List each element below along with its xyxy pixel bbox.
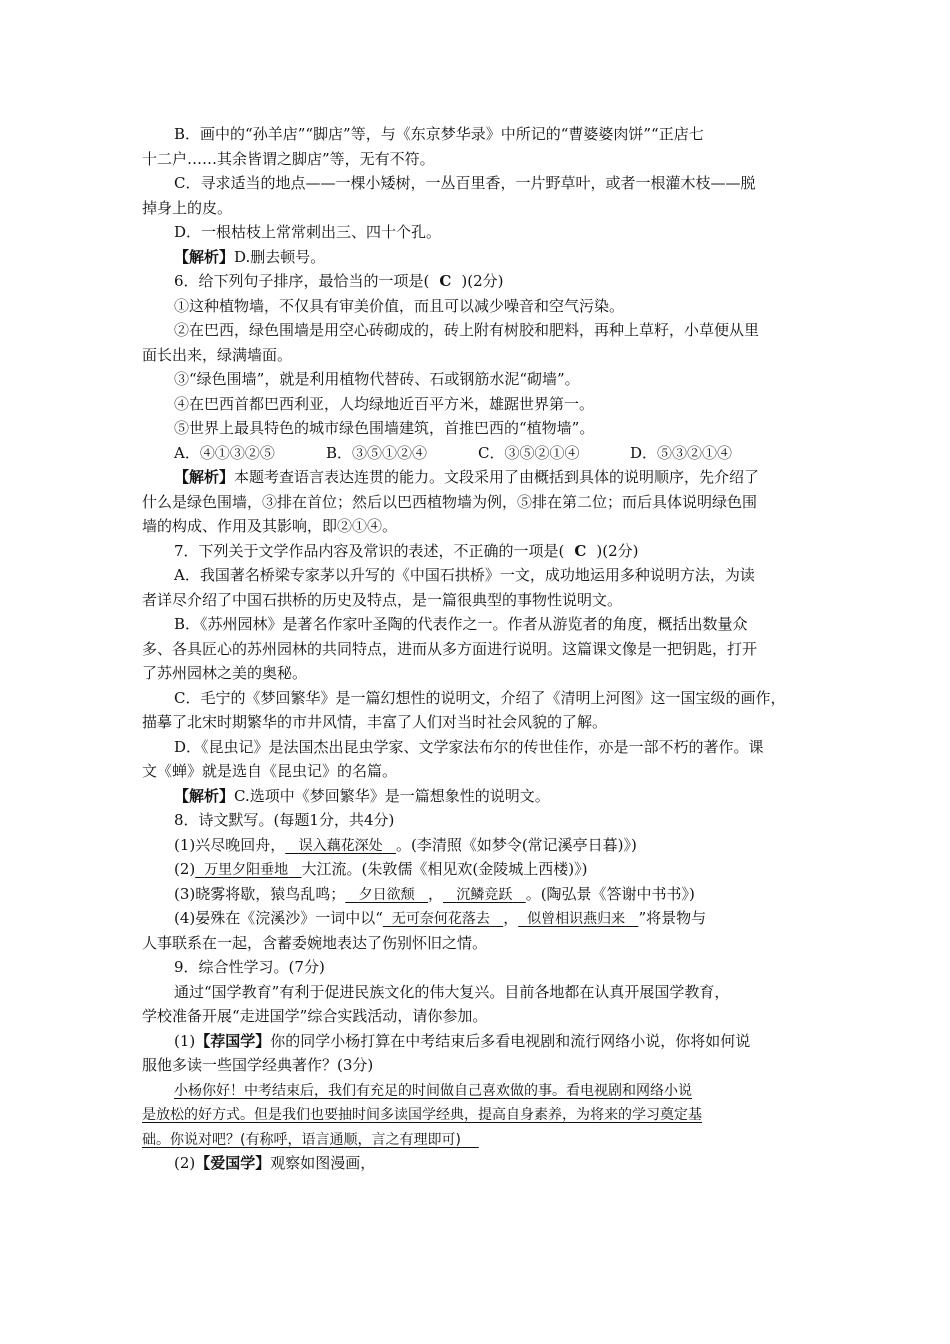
q8-2-number: (2) xyxy=(174,860,196,878)
q7-answer: C xyxy=(574,541,587,560)
q6-option-b: B．③⑤①②④ xyxy=(326,443,428,462)
q5-option-d: D．一根枯枝上常常刺出三、四十个孔。 xyxy=(174,223,442,241)
q6-analysis-line3: 墙的构成、作用及其影响，即②①④。 xyxy=(142,517,398,535)
q8-item-1 xyxy=(142,833,814,858)
q7-option-c-line2: 描摹了北宋时期繁华的市井风情，丰富了人们对当时社会风貌的了解。 xyxy=(142,713,608,731)
q6-sentence-2-line1: ②在巴西，绿色围墙是用空心砖砌成的，砖上附有树胶和肥料，再种上草籽，小草便从里 xyxy=(174,321,760,339)
q5-option-b-line1: B．画中的“孙羊店”“脚店”等，与《东京梦华录》中所记的“曹婆婆肉饼”“正店七 xyxy=(174,125,704,143)
q7-option-d-line2: 文《蝉》就是选自《昆虫记》的名篇。 xyxy=(142,762,398,780)
q8-3-prompt: (3)晓雾将歇，猿鸟乱鸣； xyxy=(174,884,346,903)
q6-sentence-2-line2: 面长出来，绿满墙面。 xyxy=(142,345,293,364)
analysis-text: 本题考查语言表达连贯的能力。文段采用了由概括到具体的说明顺序，先介绍了 xyxy=(234,468,760,486)
q7-option-a-line2: 者详尽介绍了中国石拱桥的历史及特点，是一篇很典型的事物性说明文。 xyxy=(142,590,623,609)
analysis-tag: 【解析】 xyxy=(174,247,235,266)
q8-3-answer-1-text: 夕日欲颓 xyxy=(358,886,415,903)
q8-3-answer-2 xyxy=(443,887,526,903)
q9-1-answer-text-1: 小杨你好！中考结束后，我们有充足的时间做自己喜欢做的事。看电视剧和网络小说 xyxy=(174,1082,692,1099)
q9-intro-line1: 通过“国学教育”有利于促进民族文化的伟大复兴。目前各地都在认真开展国学教育， xyxy=(174,982,730,1001)
q8-3-separator: ， xyxy=(427,884,443,903)
q6-sentence-4: ④在巴西首都巴西利亚，人均绿地近百平方米，雄踞世界第一。 xyxy=(174,394,595,413)
q8-2-answer xyxy=(195,862,301,878)
q6-sentence-3: ③“绿色围墙”，就是利用植物代替砖、石或钢筋水泥“砌墙”。 xyxy=(174,370,580,388)
worksheet-content xyxy=(142,122,814,1176)
q6-options xyxy=(142,441,814,466)
q6-option-c: C．③⑤②①④ xyxy=(478,443,580,462)
q8-3-answer-2-text: 沉鳞竞跃 xyxy=(456,886,513,903)
q9-1-line1 xyxy=(142,1029,814,1054)
analysis-tag: 【解析】 xyxy=(174,468,235,486)
q8-2-source: 大江流。(朱敦儒《相见欢(金陵城上西楼)》) xyxy=(301,860,588,878)
q6-answer: C xyxy=(439,272,452,290)
q8-1-answer-text: 误入藕花深处 xyxy=(298,837,383,854)
q8-3-answer-1 xyxy=(345,887,428,903)
q7-option-b-line1: B．《苏州园林》是著名作家叶圣陶的代表作之一。作者从游览者的角度，概括出数量众 xyxy=(174,615,748,633)
q8-4-answer-1 xyxy=(383,911,503,927)
q9-1-tag: 【荐国学】 xyxy=(195,1031,271,1050)
q9-1-line2: 服他多读一些国学经典著作？(3分) xyxy=(142,1056,374,1074)
q9-1-answer-text-3-body: 础。你说对吧？(有称呼，语言通顺，言之有理即可) xyxy=(142,1131,461,1148)
q9-stem: 9．综合性学习。(7分) xyxy=(174,958,325,976)
q8-item-4-line1 xyxy=(142,906,814,931)
q7-option-d-line1: D．《昆虫记》是法国杰出昆虫学家、文学家法布尔的传世佳作，亦是一部不朽的著作。课 xyxy=(174,737,764,756)
q6-stem-text: 6．给下列句子排序，最恰当的一项是( xyxy=(174,272,430,290)
q8-item-4-line2: 人事联系在一起，含蓄委婉地表达了伤别怀旧之情。 xyxy=(142,933,488,952)
q9-1-answer-line1 xyxy=(142,1078,814,1103)
q5-analysis xyxy=(142,245,814,270)
q9-1-answer-line3 xyxy=(142,1127,814,1152)
q9-1-answer-text-3 xyxy=(142,1132,479,1148)
q7-option-b-line2: 多、各具匠心的苏州园林的共同特点，进而从多方面进行说明。这篇课文像是一把钥匙，打开 xyxy=(142,639,758,658)
q8-4-prompt: (4)晏殊在《浣溪沙》一词中以“ xyxy=(174,909,383,927)
q8-item-3 xyxy=(142,882,814,907)
q8-4-answer-2-text: 似曾相识燕归来 xyxy=(527,911,626,927)
q8-4-answer-1-text: 无可奈何花落去 xyxy=(391,911,490,927)
q7-score: )(2分) xyxy=(596,541,639,560)
q5-option-c-line1: C．寻求适当的地点——一棵小矮树，一丛百里香，一片野草叶，或者一根灌木枝——脱 xyxy=(174,174,756,192)
q6-stem xyxy=(142,269,814,294)
q5-option-c-line2: 掉身上的皮。 xyxy=(142,198,233,217)
q8-stem: 8．诗文默写。(每题1分，共4分) xyxy=(174,811,395,829)
q9-2-tag: 【爱国学】 xyxy=(195,1154,271,1172)
q6-option-d: D．⑤③②①④ xyxy=(630,443,733,462)
q7-analysis xyxy=(142,784,814,809)
q6-analysis-line2: 什么是绿色围墙，③排在首位；然后以巴西植物墙为例，⑤排在第二位；而后具体说明绿色围 xyxy=(142,492,758,511)
q6-sentence-1: ①这种植物墙，不仅具有审美价值，而且可以减少噪音和空气污染。 xyxy=(174,296,625,315)
q8-4-tail: ”将景物与 xyxy=(638,909,707,927)
q8-1-answer xyxy=(285,838,396,854)
q8-2-answer-text: 万里夕阳垂地 xyxy=(204,862,289,878)
q9-2-prompt: 观察如图漫画， xyxy=(270,1154,376,1172)
q9-intro-line2: 学校准备开展“走进国学”综合实践活动，请你参加。 xyxy=(142,1007,488,1025)
q6-option-a: A．④①③②⑤ xyxy=(174,443,275,462)
q9-1-prompt: 你的同学小杨打算在中考结束后多看电视剧和流行网络小说，你将如何说 xyxy=(270,1031,751,1050)
q8-1-source: 。(李清照《如梦令(常记溪亭日暮)》) xyxy=(395,835,637,854)
q9-1-number: (1) xyxy=(174,1031,196,1050)
analysis-tag: 【解析】 xyxy=(174,786,235,805)
q5-option-b-line2: 十二户……其余皆谓之脚店”等，无有不符。 xyxy=(142,149,435,168)
q7-option-a-line1: A．我国著名桥梁专家茅以升写的《中国石拱桥》一文，成功地运用多种说明方法，为读 xyxy=(174,566,755,584)
q9-1-answer-line2 xyxy=(142,1102,814,1127)
q9-2-number: (2) xyxy=(174,1154,196,1172)
analysis-text: D.删去顿号。 xyxy=(234,247,326,266)
q8-1-prompt: (1)兴尽晚回舟， xyxy=(174,835,286,854)
q6-score: )(2分) xyxy=(461,272,504,290)
q7-stem xyxy=(142,539,814,564)
analysis-text: C.选项中《梦回繁华》是一篇想象性的说明文。 xyxy=(234,786,550,805)
q7-option-b-line3: 了苏州园林之美的奥秘。 xyxy=(142,664,308,682)
q7-option-c-line1: C．毛宁的《梦回繁华》是一篇幻想性的说明文，介绍了《清明上河图》这一国宝级的画作， xyxy=(174,688,786,707)
q8-3-source: 。(陶弘景《答谢中书书》) xyxy=(525,884,695,903)
q8-item-2 xyxy=(142,857,814,882)
q9-2-line1 xyxy=(142,1151,814,1176)
q6-analysis-line1 xyxy=(142,465,814,490)
q7-stem-text: 7．下列关于文学作品内容及常识的表述，不正确的一项是( xyxy=(174,541,565,560)
q9-1-answer-text-2: 是放松的好方式。但是我们也要抽时间多读国学经典，提高自身素养，为将来的学习奠定基 xyxy=(142,1107,702,1123)
q8-4-separator: ， xyxy=(503,909,519,927)
q6-sentence-5: ⑤世界上最具特色的城市绿色围墙建筑，首推巴西的“植物墙”。 xyxy=(174,419,595,437)
q8-4-answer-2 xyxy=(518,911,638,927)
